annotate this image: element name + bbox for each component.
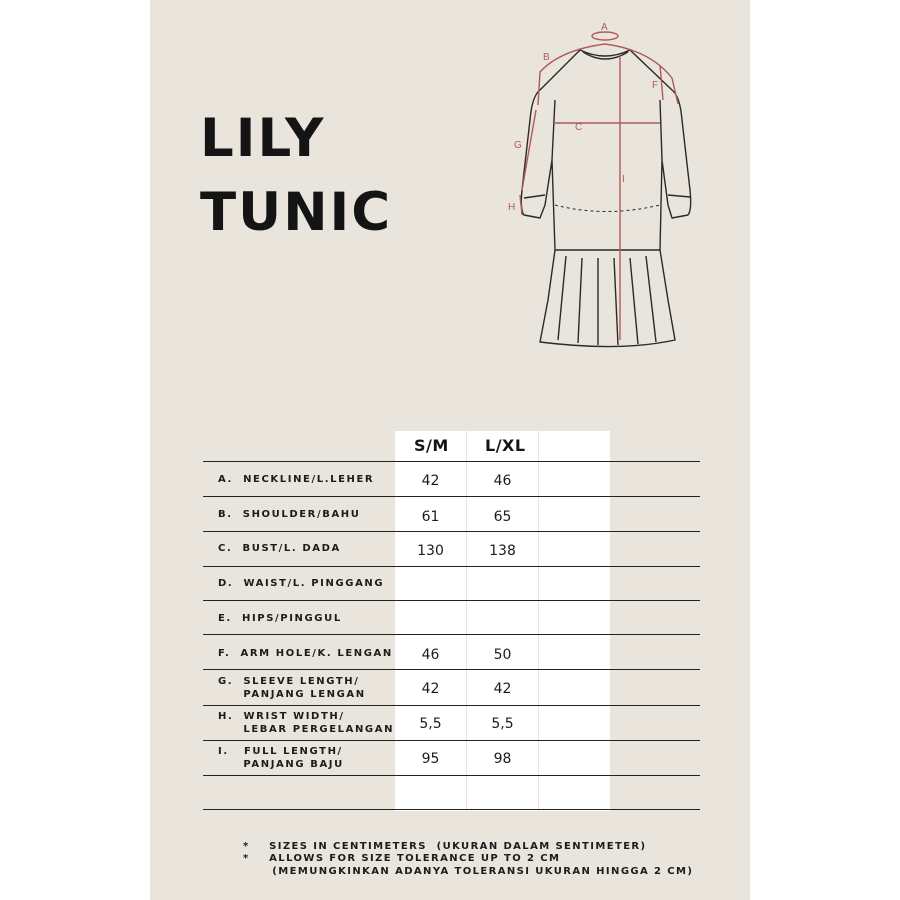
row-label-sleeve-length: G. SLEEVE LENGTH/ PANJANG LENGAN [218, 676, 366, 700]
row-label-full-length: I. FULL LENGTH/ PANJANG BAJU [218, 746, 344, 770]
row-divider [203, 740, 700, 741]
value-lxl-arm-hole: 50 [493, 647, 512, 663]
row-label-hips: E. HIPS/PINGGUL [218, 613, 342, 624]
tunic-outline [521, 50, 690, 347]
row-label-bust: C. BUST/L. DADA [218, 543, 341, 554]
diagram-label-c: C [575, 122, 583, 133]
row-divider [203, 461, 700, 462]
value-lxl-bust: 138 [489, 543, 516, 559]
product-title-line1: LILY [200, 108, 326, 169]
value-lxl-shoulder: 65 [493, 509, 512, 525]
row-label-wrist-width: H. WRIST WIDTH/ LEBAR PERGELANGAN [218, 711, 395, 735]
row-divider [203, 775, 700, 776]
diagram-label-i: I [622, 174, 625, 185]
value-sm-bust: 130 [417, 543, 444, 559]
value-lxl-neckline: 46 [493, 473, 512, 489]
footnote-tolerance: * ALLOWS FOR SIZE TOLERANCE UP TO 2 CM [243, 853, 561, 864]
row-divider [203, 634, 700, 635]
value-sm-full-length: 95 [421, 751, 440, 767]
row-label-shoulder: B. SHOULDER/BAHU [218, 509, 361, 520]
value-sm-arm-hole: 46 [421, 647, 440, 663]
row-divider [203, 809, 700, 810]
row-label-waist: D. WAIST/L. PINGGANG [218, 578, 385, 589]
row-divider [203, 669, 700, 670]
diagram-label-a: A [601, 22, 608, 33]
footnote-tolerance-id: (MEMUNGKINKAN ADANYA TOLERANSI UKURAN HINGGA 2 CM) [243, 866, 694, 877]
row-divider [203, 531, 700, 532]
row-divider [203, 600, 700, 601]
value-sm-neckline: 42 [421, 473, 440, 489]
diagram-label-h: H [508, 202, 516, 213]
value-sm-shoulder: 61 [421, 509, 440, 525]
value-sm-wrist-width: 5,5 [419, 716, 442, 732]
row-divider [203, 566, 700, 567]
row-divider [203, 496, 700, 497]
value-lxl-sleeve-length: 42 [493, 681, 512, 697]
product-title-line2: TUNIC [200, 182, 393, 243]
diagram-label-g: G [514, 140, 522, 151]
header-sm: S/M [414, 436, 449, 455]
value-lxl-wrist-width: 5,5 [491, 716, 514, 732]
row-label-neckline: A. NECKLINE/L.LEHER [218, 474, 375, 485]
row-divider [203, 705, 700, 706]
row-label-arm-hole: F. ARM HOLE/K. LENGAN [218, 648, 393, 659]
column-extra [539, 431, 610, 811]
value-lxl-full-length: 98 [493, 751, 512, 767]
footnote-units: * SIZES IN CENTIMETERS (UKURAN DALAM SENTIMETER) [243, 841, 647, 852]
diagram-label-f: F [652, 80, 659, 91]
diagram-label-b: B [543, 52, 550, 63]
header-lxl: L/XL [485, 436, 526, 455]
tunic-diagram [500, 15, 700, 375]
value-sm-sleeve-length: 42 [421, 681, 440, 697]
